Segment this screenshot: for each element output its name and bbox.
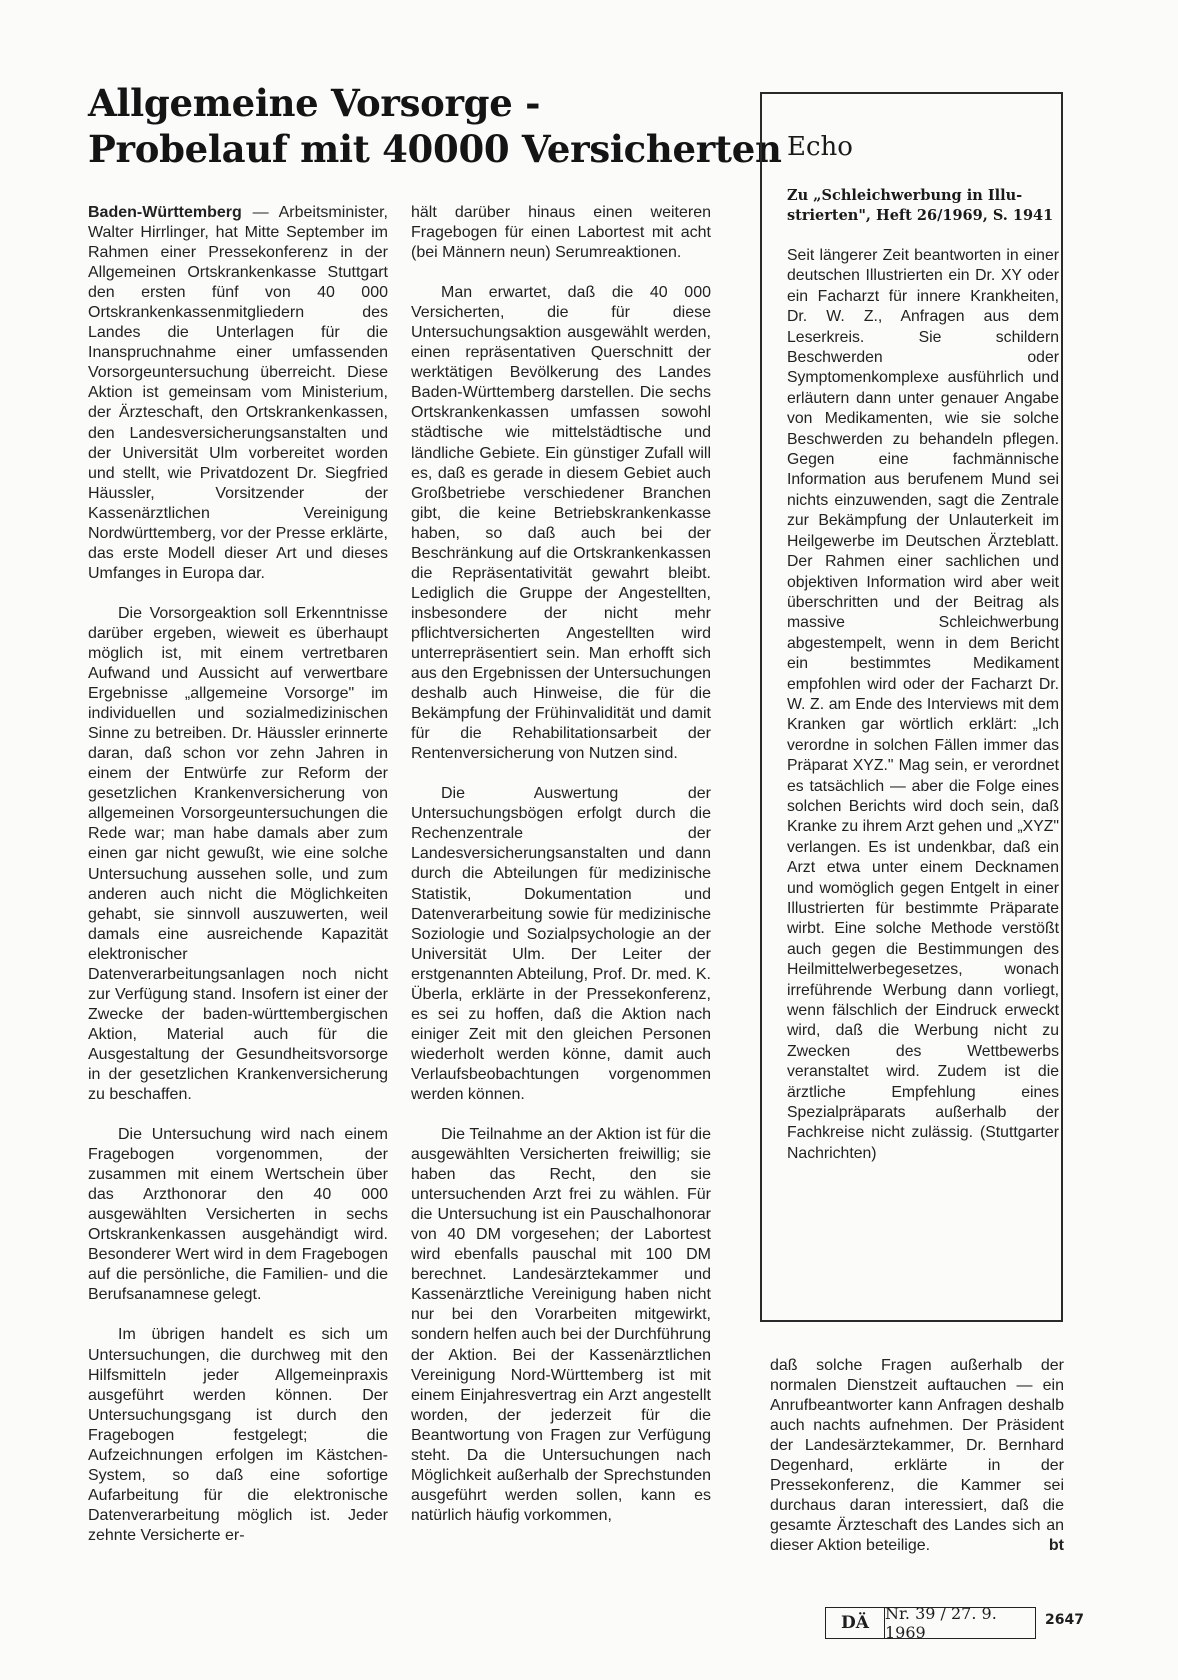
article-title xyxy=(88,80,782,172)
echo-reference-line-1: Zu „Schleichwerbung in Illu- xyxy=(787,187,1023,204)
article-paragraph-1 xyxy=(88,203,388,584)
article-paragraph-7: Die Auswertung der Untersuchungsbögen erfolgt durch die Rechenzentrale der Landesversicherungsanstalten und dann durch die Abteilungen für medizinische Statistik, Dokumentation und Datenverarbeitung sowie für medizinische Soziologie und Sozialpsychologie an der Universität Ulm. Der Leiter der erstgenannten Abteilung, Prof. Dr. med. K. Überla, erklärte in der Pressekonferenz, es sei zu hoffen, daß die Aktion nach einiger Zeit mit den gleichen Personen wiederholt werden könne, damit auch Verlaufsbeobachtungen vorgenommen werden können. xyxy=(411,785,711,1103)
title-line-2: Probelauf mit 40000 Versicherten xyxy=(88,127,782,171)
title-line-1: Allgemeine Vorsorge - xyxy=(88,81,541,125)
article-paragraph-4: Im übrigen handelt es sich um Untersuchungen, die durchweg mit den Hilfsmitteln jeder Allgemeinpraxis ausgeführt werden können. Der Untersuchungsgang ist durch den Fragebogen festgelegt; die Aufzeichnungen erfolgen im Kästchen-System, so daß eine sofortige Aufarbeitung für die elektronische Datenverarbeitung möglich ist. Jeder zehnte Versicherte er- xyxy=(88,1326,388,1544)
paragraph-9-text: daß solche Fragen außerhalb der normalen Dienstzeit auftauchen — ein Anrufbeantworter kann Anfragen deshalb auch nachts aufnehmen. Der Präsident der Landesärztekammer, Dr. Bernhard Degenhard, erklärte in der Pressekonferenz, die Kammer sei durchaus daran interessiert, daß die gesamte Ärzteschaft des Landes sich an dieser Aktion beteilige. xyxy=(770,1357,1064,1554)
journal-footer xyxy=(825,1604,1036,1642)
article-paragraph-6: Man erwartet, daß die 40 000 Versicherten, die für diese Untersuchungsaktion ausgewählt werden, einen repräsentativen Querschnitt der werktätigen Bevölkerung des Landes Baden-Württemberg darstellen. Die sechs Ortskrankenkassen umfassen sowohl städtische wie mittelstädtische und ländliche Gebiete. Ein günstiger Zufall will es, daß es gerade in diesem Gebiet auch Großbetriebe verschiedener Branchen gibt, die keine Betriebskrankenkasse haben, so daß auch bei der Beschränkung auf die Ortskrankenkassen die Repräsentativität gewahrt bleibt. Lediglich die Gruppe der Angestellten, insbesondere der nicht mehr pflichtversicherten Angestellten wird unterrepräsentiert sein. Man erhofft sich aus den Ergebnissen der Untersuchungen deshalb auch Hinweise, die für die Bekämpfung der Frühinvalidität und damit für die Rehabilitationsarbeit der Rentenversicherung von Nutzen sind. xyxy=(411,284,711,763)
echo-paragraph: Seit längerer Zeit beantworten in einer deutschen Illustrierten ein Dr. XY oder ein Facharzt für innere Krankheiten, Dr. W. Z., Anfragen aus dem Leserkreis. Sie schildern Beschwerden oder Symptomenkomplexe ausführlich und erläutern dann unter genauer Angabe von Medikamenten, wie sie solche Beschwerden zu behandeln pflegen. Gegen eine fachmännische Information aus berufenem Mund sei nichts einzuwenden, sagt die Zentrale zur Bekämpfung der Unlauterkeit im Heilgewerbe im Deutschen Ärzteblatt. Der Rahmen einer sachlichen und objektiven Information wird aber weit überschritten und der Beitrag als massive Schleichwerbung abgestempelt, wenn in dem Bericht ein bestimmtes Medikament empfohlen wird oder der Facharzt Dr. W. Z. am Ende des Interviews mit dem Kranken gar wörtlich erklärt: „Ich verordne in solchen Fällen immer das Präparat XYZ." Mag sein, er verordnet es tatsächlich — aber die Folge eines solchen Berichts wird doch sein, daß Kranke zu ihrem Arzt gehen und „XYZ" verlangen. Es ist undenkbar, daß ein Arzt etwa unter einem Decknamen und womöglich gegen Entgelt in einer Illustrierten für bestimmte Präparate wirbt. Eine solche Methode verstößt auch gegen die Bestimmungen des Heilmittelwerbegesetzes, wonach irreführende Werbung dann vorliegt, wenn fälschlich der Eindruck erweckt wird, daß die Werbung nicht zu Zwecken des Wettbewerbs veranstaltet wird. Zudem ist die ärztliche Empfehlung eines Spezialpräparats außerhalb der Fachkreise nicht zulässig. (Stuttgarter Nachrichten) xyxy=(787,247,1059,1162)
issue-date: Nr. 39 / 27. 9. 1969 xyxy=(885,1604,997,1642)
article-column-1 xyxy=(88,203,388,1546)
article-paragraph-9 xyxy=(770,1356,1064,1556)
echo-reference-line-2: strierten", Heft 26/1969, S. 1941 xyxy=(787,206,1054,224)
page-number: 2647 xyxy=(1045,1612,1084,1628)
article-paragraph-8: Die Teilnahme an der Aktion ist für die ausgewählten Versicherten freiwillig; sie haben das Recht, den sie untersuchenden Arzt frei zu wählen. Für die Untersuchung ist ein Pauschalhonorar von 40 DM vorgesehen; der Labortest wird ebenfalls pauschal mit 100 DM berechnet. Landesärztekammer und Kassenärztliche Vereinigung haben nicht nur bei den Vorarbeiten mitgewirkt, sondern helfen auch bei der Durchführung der Aktion. Bei der Kassenärztlichen Vereinigung Nord-Württemberg ist mit einem Einjahresvertrag ein Arzt angestellt worden, der jederzeit für die Beantwortung von Fragen zur Verfügung steht. Da die Untersuchungen nach Möglichkeit außerhalb der Sprechstunden ausgeführt werden sollen, kann es natürlich häufig vorkommen, xyxy=(411,1126,711,1524)
echo-heading: Echo xyxy=(787,132,853,162)
article-column-2 xyxy=(411,203,711,1526)
author-signature: bt xyxy=(1048,1536,1064,1554)
article-paragraph-2: Die Vorsorgeaktion soll Erkenntnisse darüber ergeben, wieweit es überhaupt möglich ist, mit einem vertretbaren Aufwand und Aussicht auf verwertbare Ergebnisse „allgemeine Vorsorge" im individuellen und sozialmedizinischen Sinne zu betreiben. Dr. Häussler erinnerte daran, daß schon vor zehn Jahren in einem der Entwürfe zur Reform der gesetzlichen Krankenversicherung von allgemeinen Vorsorgeuntersuchungen die Rede war; man habe damals aber zum einen gar nicht gewußt, wie eine solche Untersuchung aussehen solle, und zum anderen auch nicht die Möglichkeiten gehabt, sie sinnvoll auszuwerten, weil damals eine ausreichende Kapazität elektronischer Datenverarbeitungsanlagen noch nicht zur Verfügung stand. Insofern ist einer der Zwecke der baden-württembergischen Aktion, Material auch für die Ausgestaltung der Gesundheitsvorsorge in der gesetzlichen Krankenversicherung zu beschaffen. xyxy=(88,604,388,1104)
echo-reference xyxy=(787,186,1059,225)
journal-abbreviation: DÄ xyxy=(826,1608,885,1638)
echo-body xyxy=(787,246,1059,1164)
article-column-3-continuation xyxy=(770,1356,1064,1556)
paragraph-1-text: — Arbeitsminister, Walter Hirrlinger, hat Mitte September im Rahmen einer Pressekonferenz in der Allgemeinen Ortskrankenkasse Stuttgart den ersten fünf von 40 000 Ortskrankenkassenmitgliedern des Landes die Unterlagen für die Inanspruchnahme einer umfassenden Vorsorgeuntersuchung überreicht. Diese Aktion ist gemeinsam vom Ministerium, der Ärzteschaft, den Ortskrankenkassen, den Landesversicherungsanstalten und der Universität Ulm vorbereitet worden und stellt, wie Privatdozent Dr. Siegfried Häussler, Vorsitzender der Kassenärztlichen Vereinigung Nordwürttemberg, vor der Presse erklärte, das erste Modell dieser Art und dieses Umfanges in Europa dar. xyxy=(88,204,388,582)
article-paragraph-3: Die Untersuchung wird nach einem Fragebogen vorgenommen, der zusammen mit einem Wertschein über das Arzthonorar den 40 000 ausgewählten Versicherten in sechs Ortskrankenkassen ausgehändigt wird. Besonderer Wert wird in dem Fragebogen auf die persönliche, die Familien- und die Berufsanamnese gelegt. xyxy=(88,1126,388,1304)
dateline: Baden-Württemberg xyxy=(88,204,242,221)
article-paragraph-5: hält darüber hinaus einen weiteren Fragebogen für einen Labortest mit acht (bei Männern neun) Serumreaktionen. xyxy=(411,204,711,262)
